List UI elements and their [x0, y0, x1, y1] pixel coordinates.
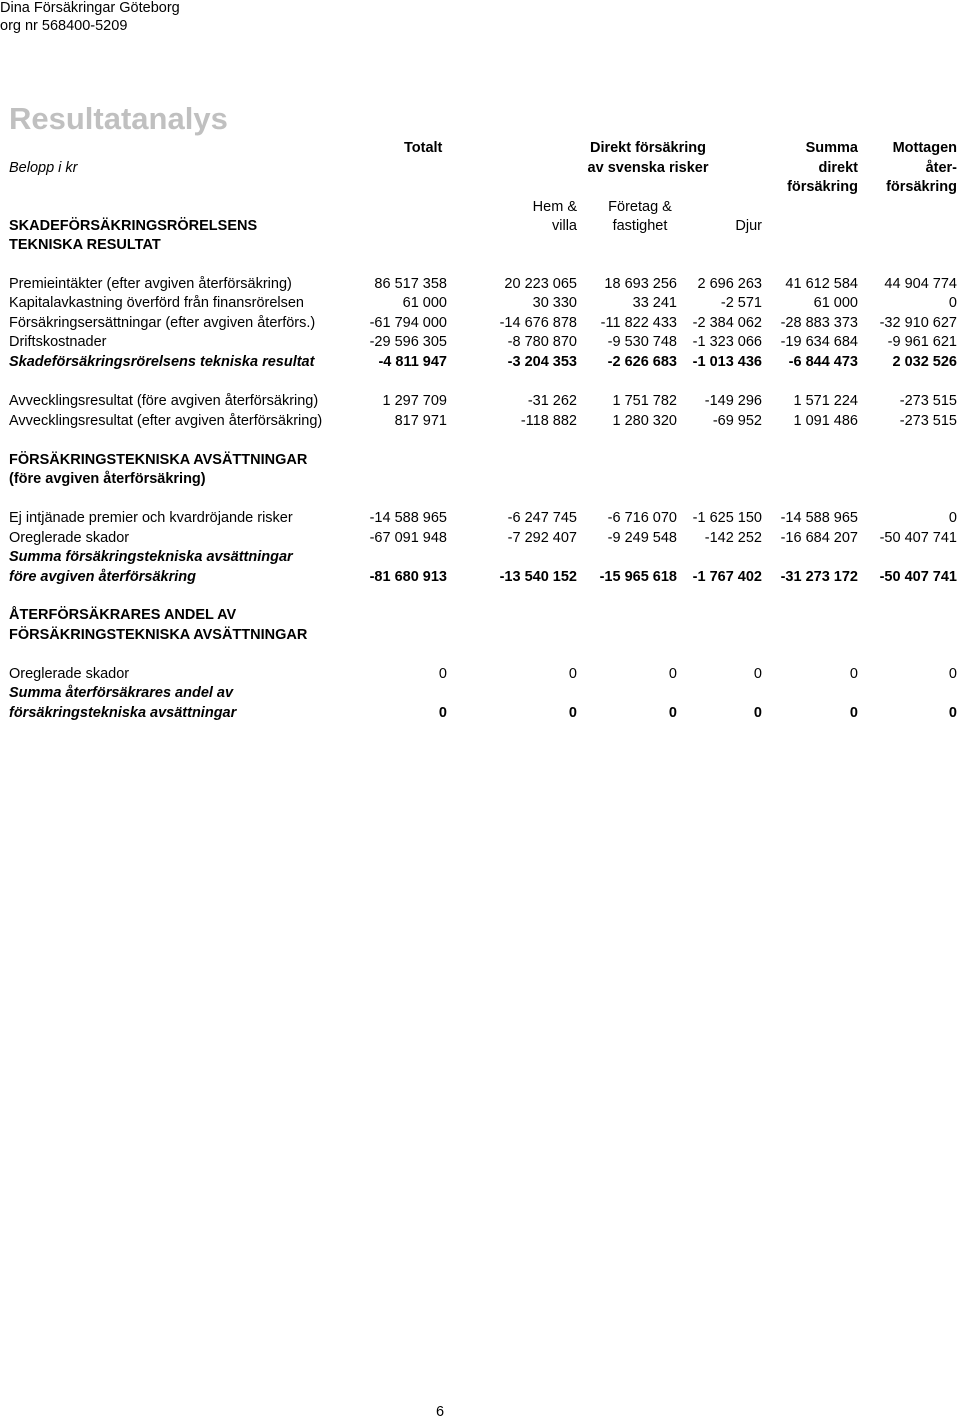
header-djur: Djur [735, 218, 762, 234]
header-mottagen-line1: Mottagen [892, 140, 957, 156]
row-value: -11 822 433 [600, 315, 677, 331]
row-label: Oreglerade skador [9, 530, 130, 546]
header-totalt: Totalt [404, 140, 443, 156]
row-value: -142 252 [704, 530, 762, 546]
row-value: -61 794 000 [369, 315, 447, 331]
row-value: -28 883 373 [780, 315, 858, 331]
header-hem-line1: Hem & [532, 199, 577, 215]
row-value: -1 013 436 [692, 354, 762, 370]
row-value: -14 588 965 [369, 510, 447, 526]
row-value: 1 571 224 [793, 393, 858, 409]
org-name: Dina Försäkringar Göteborg [0, 0, 180, 16]
header-summa-line2: direkt [818, 160, 858, 176]
row-value: 0 [948, 510, 957, 526]
row-value: -16 684 207 [780, 530, 858, 546]
row-value: -2 626 683 [607, 354, 677, 370]
row-label: Summa försäkringstekniska avsättningar [9, 549, 293, 565]
row-value: -8 780 870 [507, 334, 577, 350]
row-value: -6 247 745 [507, 510, 577, 526]
row-value: -14 588 965 [780, 510, 858, 526]
row-value: -273 515 [899, 413, 957, 429]
page-title: Resultatanalys [9, 101, 228, 136]
row-value: 1 280 320 [612, 413, 677, 429]
row-value: 1 297 709 [382, 393, 447, 409]
row-value: 0 [753, 705, 762, 721]
row-value: -149 296 [704, 393, 762, 409]
row-value: -7 292 407 [507, 530, 577, 546]
row-value: 0 [849, 705, 858, 721]
row-value: 33 241 [632, 295, 677, 311]
page-number: 6 [435, 1404, 445, 1420]
row-value: -31 273 172 [780, 569, 858, 585]
row-label: före avgiven återförsäkring [9, 569, 196, 585]
section-ater-line2: FÖRSÄKRINGSTEKNISKA AVSÄTTNINGAR [9, 627, 308, 643]
row-value: -1 767 402 [692, 569, 762, 585]
row-value: 1 751 782 [612, 393, 677, 409]
row-value: -9 961 621 [887, 334, 957, 350]
row-value: -67 091 948 [369, 530, 447, 546]
header-summa-line3: försäkring [787, 179, 858, 195]
header-direkt-line1: Direkt försäkring [589, 140, 707, 156]
row-value: 0 [948, 295, 957, 311]
row-label: Försäkringsersättningar (efter avgiven återförs.) [9, 315, 316, 331]
row-value: 61 000 [402, 295, 447, 311]
row-value: -2 384 062 [692, 315, 762, 331]
org-number: org nr 568400-5209 [0, 18, 128, 34]
row-label: Oreglerade skador [9, 666, 130, 682]
header-foretag-line2: fastighet [612, 218, 668, 234]
header-summa-line1: Summa [805, 140, 858, 156]
row-label: Ej intjänade premier och kvardröjande risker [9, 510, 293, 526]
row-label: Premieintäkter (efter avgiven återförsäkring) [9, 276, 292, 292]
row-value: 20 223 065 [504, 276, 577, 292]
section-title-line2: TEKNISKA RESULTAT [9, 237, 161, 253]
row-value: 817 971 [394, 413, 447, 429]
row-value: 61 000 [813, 295, 858, 311]
belopp-label: Belopp i kr [9, 160, 78, 176]
row-value: -9 249 548 [607, 530, 677, 546]
row-value: 0 [668, 705, 677, 721]
row-value: -19 634 684 [780, 334, 858, 350]
row-value: -4 811 947 [378, 354, 447, 370]
row-value: -273 515 [899, 393, 957, 409]
header-foretag-line1: Företag & [608, 199, 672, 215]
row-value: -31 262 [527, 393, 577, 409]
row-value: 0 [438, 666, 447, 682]
row-value: -15 965 618 [599, 569, 677, 585]
row-value: 86 517 358 [374, 276, 447, 292]
row-value: -1 323 066 [692, 334, 762, 350]
row-value: -69 952 [712, 413, 762, 429]
row-value: 0 [948, 705, 957, 721]
row-value: 0 [753, 666, 762, 682]
section-fta-line1: FÖRSÄKRINGSTEKNISKA AVSÄTTNINGAR [9, 452, 308, 468]
row-value: -9 530 748 [607, 334, 677, 350]
row-label: Kapitalavkastning överförd från finansrörelsen [9, 295, 304, 311]
row-value: 0 [438, 705, 447, 721]
section-ater-line1: ÅTERFÖRSÄKRARES ANDEL AV [9, 607, 237, 623]
row-value: 0 [568, 705, 577, 721]
header-mottagen-line3: försäkring [886, 179, 957, 195]
row-value: -1 625 150 [692, 510, 762, 526]
row-value: -81 680 913 [369, 569, 447, 585]
header-mottagen-line2: åter- [925, 160, 957, 176]
section-fta-line2: (före avgiven återförsäkring) [9, 471, 206, 487]
row-value: -6 716 070 [607, 510, 677, 526]
row-value: 0 [948, 666, 957, 682]
row-value: 2 032 526 [892, 354, 957, 370]
header-direkt-line2: av svenska risker [587, 160, 709, 176]
row-label: Skadeförsäkringsrörelsens tekniska resultat [9, 354, 315, 370]
row-value: 30 330 [532, 295, 577, 311]
row-value: 0 [849, 666, 858, 682]
row-value: -3 204 353 [507, 354, 577, 370]
row-value: -50 407 741 [879, 530, 957, 546]
row-value: -13 540 152 [499, 569, 577, 585]
row-value: -118 882 [520, 413, 577, 429]
row-value: 2 696 263 [697, 276, 762, 292]
row-label: försäkringstekniska avsättningar [9, 705, 237, 721]
row-label: Driftskostnader [9, 334, 107, 350]
row-value: 18 693 256 [604, 276, 677, 292]
row-value: 44 904 774 [884, 276, 957, 292]
row-value: 1 091 486 [793, 413, 858, 429]
section-title-line1: SKADEFÖRSÄKRINGSRÖRELSENS [9, 218, 258, 234]
row-value: -29 596 305 [369, 334, 447, 350]
row-value: -2 571 [720, 295, 762, 311]
row-value: 0 [668, 666, 677, 682]
row-label: Avvecklingsresultat (före avgiven återförsäkring) [9, 393, 319, 409]
row-label: Summa återförsäkrares andel av [9, 685, 234, 701]
row-value: -14 676 878 [499, 315, 577, 331]
row-label: Avvecklingsresultat (efter avgiven återförsäkring) [9, 413, 323, 429]
row-value: -6 844 473 [788, 354, 858, 370]
row-value: 41 612 584 [785, 276, 858, 292]
row-value: 0 [568, 666, 577, 682]
row-value: -50 407 741 [879, 569, 957, 585]
row-value: -32 910 627 [879, 315, 957, 331]
header-hem-line2: villa [552, 218, 577, 234]
